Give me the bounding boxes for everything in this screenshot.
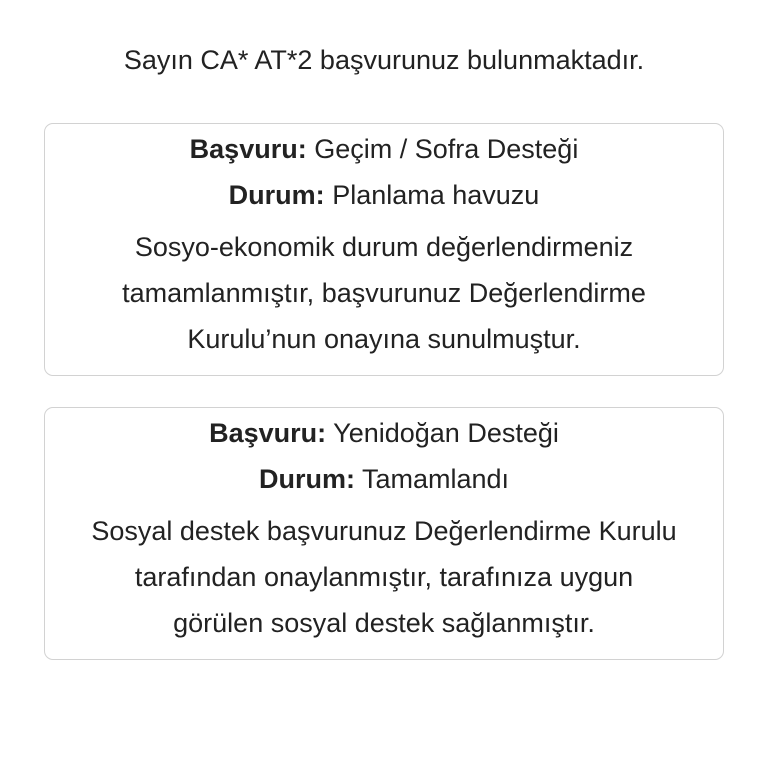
application-type-value: Yenidoğan Desteği bbox=[333, 418, 559, 448]
application-type-row bbox=[45, 410, 723, 456]
description-line: tamamlanmıştır, başvurunuz Değerlendirme bbox=[122, 278, 646, 308]
application-status-label: Durum: bbox=[228, 180, 325, 210]
application-type-value: Geçim / Sofra Desteği bbox=[314, 134, 579, 164]
description-line: görülen sosyal destek sağlanmıştır. bbox=[173, 608, 595, 638]
application-description bbox=[45, 224, 723, 362]
description-line: Sosyal destek başvurunuz Değerlendirme Kurulu bbox=[91, 516, 677, 546]
application-type-label: Başvuru: bbox=[209, 418, 327, 448]
description-line: Kurulu’nun onayına sunulmuştur. bbox=[187, 324, 581, 354]
description-line: Sosyo-ekonomik durum değerlendirmeniz bbox=[134, 232, 634, 262]
greeting-text: Sayın CA* AT*2 başvurunuz bulunmaktadır. bbox=[123, 45, 645, 75]
application-description bbox=[45, 508, 723, 646]
application-status-row bbox=[45, 172, 723, 218]
application-card-1 bbox=[44, 123, 724, 376]
application-type-label: Başvuru: bbox=[189, 134, 307, 164]
application-type-row bbox=[45, 126, 723, 172]
application-status-row bbox=[45, 456, 723, 502]
application-status-label: Durum: bbox=[258, 464, 355, 494]
application-status-value: Planlama havuzu bbox=[332, 180, 540, 210]
description-line: tarafından onaylanmıştır, tarafınıza uygun bbox=[134, 562, 634, 592]
application-card-2 bbox=[44, 407, 724, 660]
application-status-value: Tamamlandı bbox=[361, 464, 510, 494]
